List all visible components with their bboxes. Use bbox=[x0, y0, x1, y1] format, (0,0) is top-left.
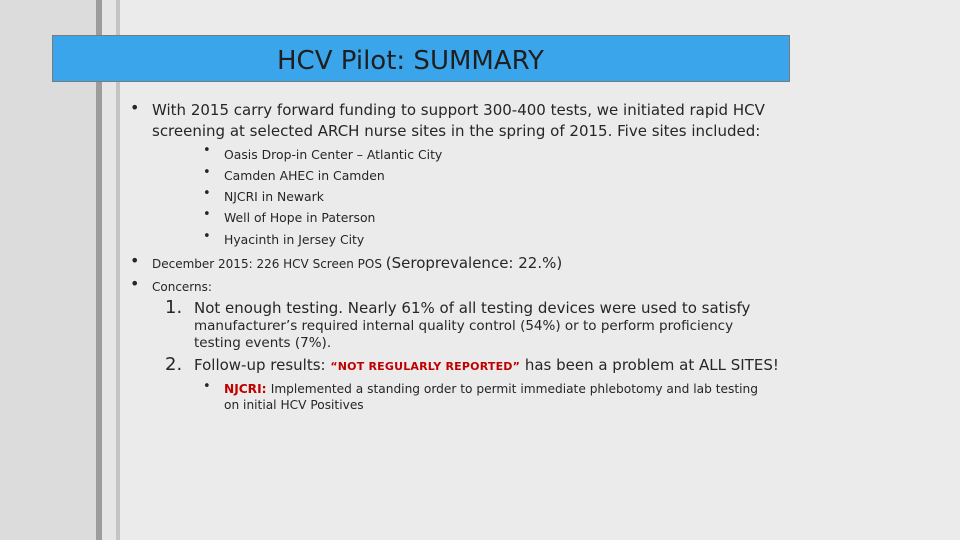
site-item: Hyacinth in Jersey City bbox=[224, 232, 365, 247]
december-summary bbox=[152, 255, 562, 272]
concern-2-prefix: Follow-up results: bbox=[194, 356, 331, 374]
bullet-icon: • bbox=[203, 207, 211, 222]
njcri-text: Implemented a standing order to permit immediate phlebotomy and lab testing bbox=[270, 382, 758, 396]
bullet-icon: • bbox=[203, 229, 211, 244]
bullet-icon: • bbox=[130, 274, 140, 293]
site-item: Oasis Drop-in Center – Atlantic City bbox=[224, 147, 443, 162]
site-item: Well of Hope in Paterson bbox=[224, 210, 376, 225]
slide-title: HCV Pilot: SUMMARY bbox=[277, 46, 544, 76]
concern-1-line-1: Not enough testing. Nearly 61% of all testing devices were used to satisfy bbox=[194, 299, 751, 317]
njcri-line-1 bbox=[224, 381, 758, 397]
bullet-icon: • bbox=[203, 165, 211, 180]
concern-2-suffix: has been a problem at ALL SITES! bbox=[520, 356, 779, 374]
site-item: Camden AHEC in Camden bbox=[224, 168, 385, 183]
njcri-line-2: on initial HCV Positives bbox=[224, 398, 364, 412]
bullet-icon: • bbox=[130, 98, 140, 117]
intro-line-2: screening at selected ARCH nurse sites in the spring of 2015. Five sites included: bbox=[152, 122, 761, 140]
bullet-icon: • bbox=[203, 186, 211, 201]
not-reported-highlight: “NOT REGULARLY REPORTED” bbox=[330, 360, 521, 373]
intro-line-1: With 2015 carry forward funding to support 300-400 tests, we initiated rapid HCV bbox=[152, 101, 765, 119]
bullet-icon: • bbox=[130, 251, 140, 270]
concern-1-line-2: manufacturer’s required internal quality control (54%) or to perform proficiency bbox=[194, 318, 734, 334]
site-item: NJCRI in Newark bbox=[224, 189, 324, 204]
njcri-label: NJCRI: bbox=[224, 382, 271, 396]
december-text: December 2015: 226 HCV Screen POS bbox=[152, 257, 386, 271]
seroprevalence: (Seroprevalence: 22.%) bbox=[385, 254, 563, 272]
bullet-icon: • bbox=[203, 379, 211, 394]
bullet-icon: • bbox=[203, 143, 211, 158]
concern-1-line-3: testing events (7%). bbox=[194, 335, 332, 351]
concern-2-text bbox=[194, 357, 779, 375]
concern-number: 2. bbox=[165, 354, 183, 375]
concern-number: 1. bbox=[165, 297, 183, 318]
concerns-label: Concerns: bbox=[152, 280, 212, 294]
